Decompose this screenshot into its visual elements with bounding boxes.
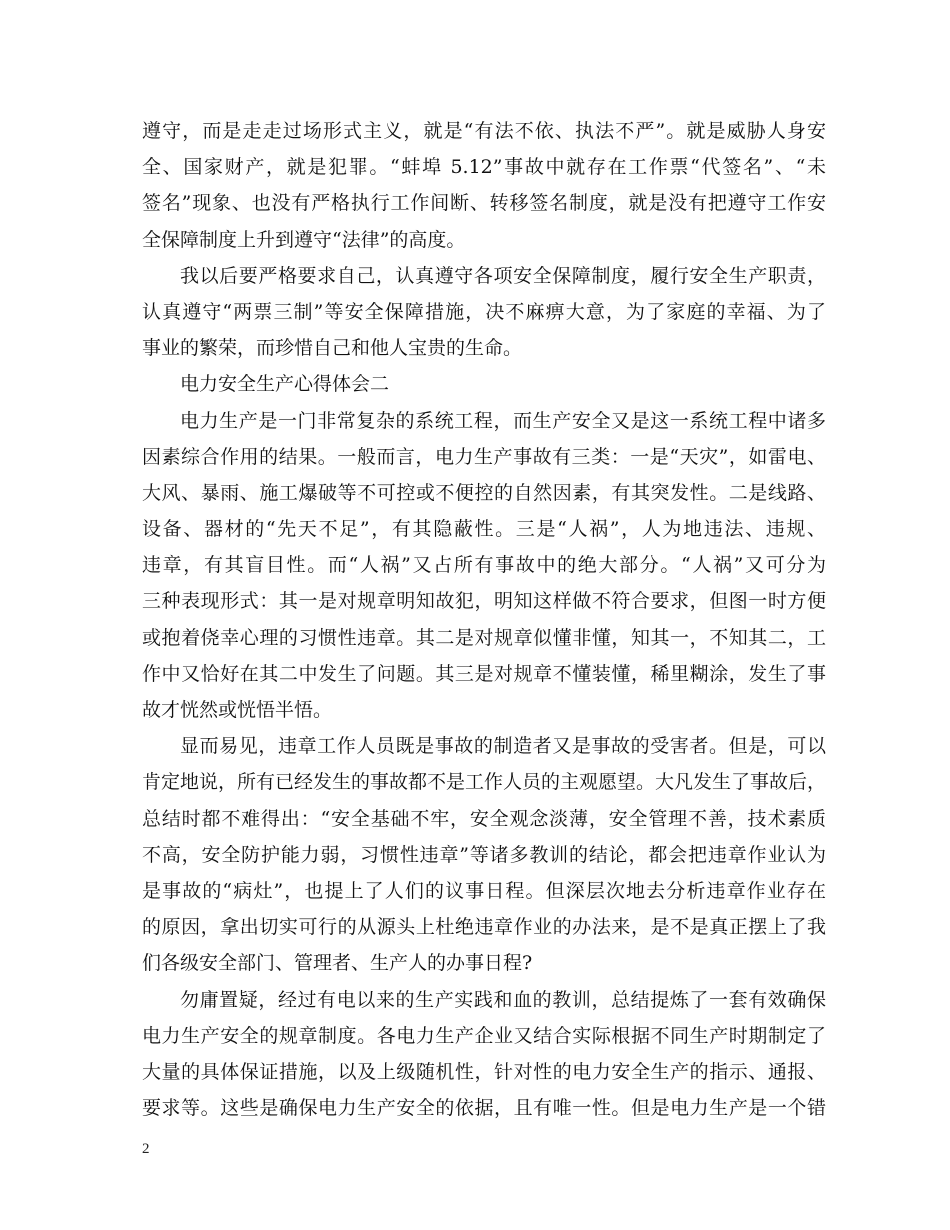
text-line: 大风、暴雨、施工爆破等不可控或不便控的自然因素，有其突发性。二是线路、 (142, 481, 826, 504)
body-text (142, 113, 826, 1126)
text-line: 肯定地说，所有已经发生的事故都不是工作人员的主观愿望。大凡发生了事故后， (142, 771, 826, 794)
text-line: 要求等。这些是确保电力生产安全的依据，且有唯一性。但是电力生产是一个错 (142, 1097, 826, 1120)
text-line: 事业的繁荣，而珍惜自己和他人宝贵的生命。 (142, 337, 523, 360)
text-line: 设备、器材的“先天不足”，有其隐蔽性。三是“人祸”，人为地违法、违规、 (142, 518, 826, 541)
text-line: 显而易见，违章工作人员既是事故的制造者又是事故的受害者。但是，可以 (180, 735, 826, 758)
text-line: 遵守，而是走走过场形式主义，就是“有法不依、执法不严”。就是威胁人身安 (142, 120, 826, 142)
text-line: 全、国家财产，就是犯罪。“蚌埠 5.12”事故中就存在工作票“代签名”、“未 (142, 156, 826, 179)
text-line: 电力安全生产心得体会二 (180, 373, 390, 396)
text-line: 的原因，拿出切实可行的从源头上杜绝违章作业的办法来，是不是真正摆上了我 (142, 916, 826, 939)
text-line: 电力生产安全的规章制度。各电力生产企业又结合实际根据不同生产时期制定了 (142, 1024, 826, 1047)
text-line: 大量的具体保证措施，以及上级随机性，针对性的电力安全生产的指示、通报、 (142, 1060, 826, 1083)
text-line: 我以后要严格要求自己，认真遵守各项安全保障制度，履行安全生产职责， (180, 264, 826, 287)
text-line: 总结时都不难得出：“安全基础不牢，安全观念淡薄，安全管理不善，技术素质 (142, 807, 826, 830)
text-line: 是事故的“病灶”，也提上了人们的议事日程。但深层次地去分析违章作业存在 (142, 879, 826, 902)
text-line: 勿庸置疑，经过有电以来的生产实践和血的教训，总结提炼了一套有效确保 (180, 988, 826, 1011)
text-line: 三种表现形式：其一是对规章明知故犯，明知这样做不符合要求，但图一时方便 (142, 590, 826, 613)
text-line: 全保障制度上升到遵守“法律”的高度。 (142, 228, 466, 251)
text-line: 认真遵守“两票三制”等安全保障措施，决不麻痹大意，为了家庭的幸福、为了 (142, 300, 826, 323)
text-line: 不高，安全防护能力弱，习惯性违章”等诸多教训的结论，都会把违章作业认为 (142, 843, 826, 866)
text-line: 作中又恰好在其二中发生了问题。其三是对规章不懂装懂，稀里糊涂，发生了事 (142, 662, 826, 685)
text-line: 电力生产是一门非常复杂的系统工程，而生产安全又是这一系统工程中诸多 (180, 409, 826, 432)
text-line: 违章，有其盲目性。而“人祸”又占所有事故中的绝大部分。“人祸”又可分为 (142, 554, 826, 577)
text-line: 签名”现象、也没有严格执行工作间断、转移签名制度，就是没有把遵守工作安 (142, 192, 826, 215)
text-line: 因素综合作用的结果。一般而言，电力生产事故有三类：一是“天灾”，如雷电、 (142, 445, 826, 468)
text-line: 故才恍然或恍悟半悟。 (142, 699, 333, 721)
text-line: 或抱着侥幸心理的习惯性违章。其二是对规章似懂非懂，知其一，不知其二，工 (142, 626, 826, 649)
page-number: 2 (142, 1141, 150, 1157)
text-line: 们各级安全部门、管理者、生产人的办事日程? (142, 952, 533, 975)
